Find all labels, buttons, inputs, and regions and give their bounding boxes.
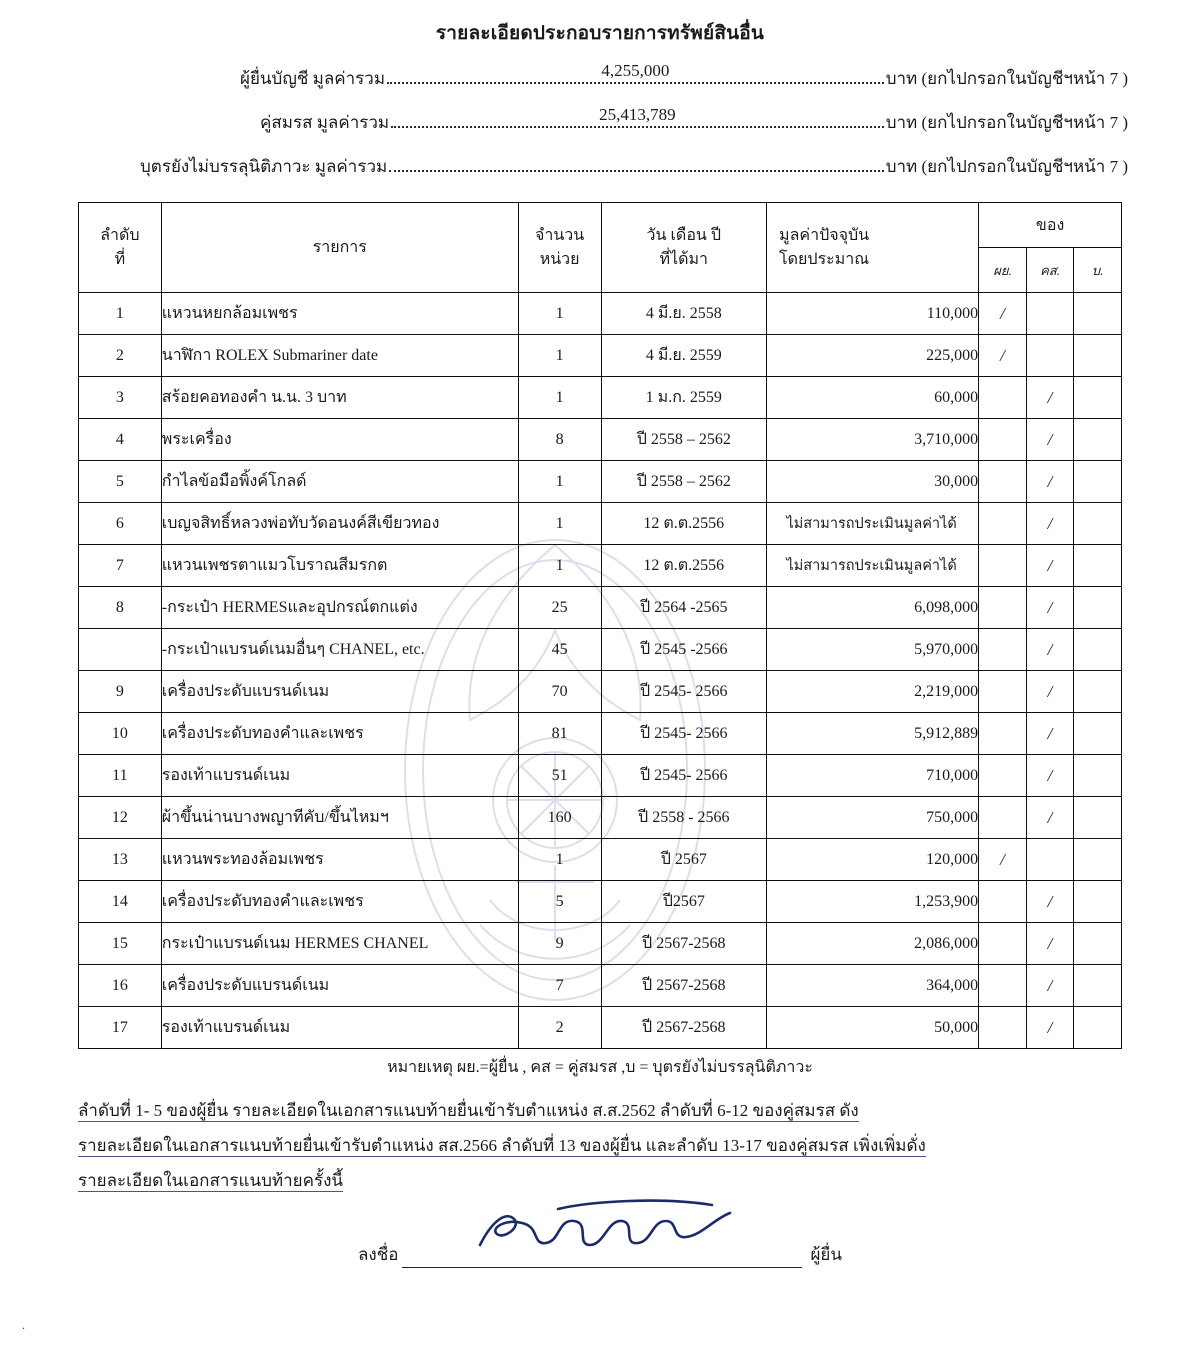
cell-owner-child [1074, 965, 1122, 1007]
cell-date: ปี 2545- 2566 [601, 671, 767, 713]
summary-tail-children: บาท (ยกไปกรอกในบัญชีฯหน้า 7 ) [885, 157, 1128, 176]
cell-owner-spouse: / [1026, 965, 1074, 1007]
cell-value: 710,000 [767, 755, 979, 797]
cell-item: แหวนพระทองล้อมเพชร [161, 839, 518, 881]
header-item: รายการ [161, 203, 518, 293]
cell-qty: 1 [518, 377, 601, 419]
table-row [79, 629, 1122, 671]
header-value-line1: มูลค่าปัจจุบัน [779, 226, 870, 244]
cell-owner-spouse: / [1026, 629, 1074, 671]
note-line-3: รายละเอียดในเอกสารแนบท้ายครั้งนี้ [78, 1170, 344, 1190]
cell-owner-self [979, 881, 1027, 923]
cell-owner-self [979, 923, 1027, 965]
table-row [79, 923, 1122, 965]
cell-no: 13 [79, 839, 162, 881]
cell-no: 7 [79, 545, 162, 587]
cell-owner-self [979, 587, 1027, 629]
cell-value: 6,098,000 [767, 587, 979, 629]
cell-value: 5,970,000 [767, 629, 979, 671]
table-row [79, 839, 1122, 881]
cell-no: 9 [79, 671, 162, 713]
cell-date: ปี2567 [601, 881, 767, 923]
summary-line-children [0, 153, 1200, 180]
cell-owner-child [1074, 293, 1122, 335]
cell-owner-child [1074, 671, 1122, 713]
summary-amount-spouse: 25,413,789 [593, 105, 682, 125]
cell-owner-child [1074, 881, 1122, 923]
cell-value: 225,000 [767, 335, 979, 377]
header-qty [518, 203, 601, 293]
cell-item: เครื่องประดับแบรนด์เนม [161, 671, 518, 713]
cell-owner-spouse: / [1026, 713, 1074, 755]
page-corner-mark: . [22, 1318, 25, 1332]
cell-no: 8 [79, 587, 162, 629]
cell-date: ปี 2567-2568 [601, 923, 767, 965]
header-qty-line2: หน่วย [539, 250, 580, 268]
cell-no: 12 [79, 797, 162, 839]
cell-owner-child [1074, 629, 1122, 671]
cell-value: 2,086,000 [767, 923, 979, 965]
table-row [79, 671, 1122, 713]
table-row [79, 419, 1122, 461]
summary-tail-spouse: บาท (ยกไปกรอกในบัญชีฯหน้า 7 ) [885, 113, 1128, 132]
cell-value: 110,000 [767, 293, 979, 335]
summary-dots-spouse [391, 105, 884, 128]
cell-owner-spouse: / [1026, 1007, 1074, 1049]
header-date-line1: วัน เดือน ปี [646, 226, 722, 244]
summary-dots-filer [387, 61, 884, 84]
cell-no: 2 [79, 335, 162, 377]
cell-date: 12 ต.ต.2556 [601, 503, 767, 545]
cell-owner-spouse [1026, 839, 1074, 881]
cell-item: กระเป๋าแบรนด์เนม HERMES CHANEL [161, 923, 518, 965]
cell-date: ปี 2558 – 2562 [601, 419, 767, 461]
table-row [79, 293, 1122, 335]
cell-qty: 160 [518, 797, 601, 839]
cell-date: 4 มี.ย. 2559 [601, 335, 767, 377]
cell-item: เบญจสิทธิ์หลวงพ่อทับวัดอนงค์สีเขียวทอง [161, 503, 518, 545]
table-row [79, 713, 1122, 755]
summary-line-filer [0, 61, 1200, 92]
summary-label-spouse: คู่สมรส มูลค่ารวม [260, 113, 390, 132]
cell-item: นาฬิกา ROLEX Submariner date [161, 335, 518, 377]
cell-item: สร้อยคอทองคำ น.น. 3 บาท [161, 377, 518, 419]
cell-date: 4 มี.ย. 2558 [601, 293, 767, 335]
cell-owner-child [1074, 713, 1122, 755]
cell-owner-self [979, 797, 1027, 839]
cell-qty: 51 [518, 755, 601, 797]
header-owner-child: บ. [1074, 248, 1122, 293]
cell-date: ปี 2564 -2565 [601, 587, 767, 629]
cell-owner-child [1074, 1007, 1122, 1049]
cell-owner-self [979, 671, 1027, 713]
cell-no: 15 [79, 923, 162, 965]
cell-item: -กระเป๋าแบรนด์เนมอื่นๆ CHANEL, etc. [161, 629, 518, 671]
cell-value: 364,000 [767, 965, 979, 1007]
cell-owner-child [1074, 377, 1122, 419]
cell-value: 750,000 [767, 797, 979, 839]
cell-date: ปี 2545 -2566 [601, 629, 767, 671]
summary-line-spouse [0, 105, 1200, 136]
cell-owner-self [979, 629, 1027, 671]
cell-no: 3 [79, 377, 162, 419]
cell-value: 50,000 [767, 1007, 979, 1049]
table-row [79, 1007, 1122, 1049]
cell-owner-spouse: / [1026, 881, 1074, 923]
cell-owner-child [1074, 923, 1122, 965]
table-row [79, 545, 1122, 587]
cell-qty: 1 [518, 839, 601, 881]
cell-owner-spouse: / [1026, 503, 1074, 545]
cell-owner-child [1074, 839, 1122, 881]
cell-owner-spouse: / [1026, 419, 1074, 461]
cell-owner-spouse: / [1026, 461, 1074, 503]
header-no-line2: ที่ [114, 250, 126, 268]
cell-item: แหวนหยกล้อมเพชร [161, 293, 518, 335]
cell-owner-child [1074, 503, 1122, 545]
cell-no: 17 [79, 1007, 162, 1049]
cell-qty: 1 [518, 545, 601, 587]
cell-no: 4 [79, 419, 162, 461]
cell-value: 5,912,889 [767, 713, 979, 755]
cell-owner-self [979, 965, 1027, 1007]
cell-qty: 81 [518, 713, 601, 755]
table-row [79, 881, 1122, 923]
header-date-line2: ที่ได้มา [659, 250, 709, 268]
cell-qty: 1 [518, 293, 601, 335]
signature-tail: ผู้ยื่น [810, 1244, 842, 1264]
cell-date: 1 ม.ก. 2559 [601, 377, 767, 419]
cell-item: กำไลข้อมือพิ้งค์โกลด์ [161, 461, 518, 503]
cell-owner-spouse: / [1026, 377, 1074, 419]
cell-owner-spouse [1026, 293, 1074, 335]
cell-owner-child [1074, 335, 1122, 377]
cell-value: 30,000 [767, 461, 979, 503]
cell-owner-self: / [979, 293, 1027, 335]
cell-owner-self [979, 503, 1027, 545]
cell-value: ไม่สามารถประเมินมูลค่าได้ [767, 503, 979, 545]
cell-qty: 25 [518, 587, 601, 629]
signature-label: ลงชื่อ [357, 1244, 399, 1264]
cell-owner-child [1074, 797, 1122, 839]
cell-date: ปี 2567-2568 [601, 1007, 767, 1049]
cell-owner-child [1074, 755, 1122, 797]
assets-table-wrapper [78, 202, 1122, 1049]
cell-date: ปี 2545- 2566 [601, 713, 767, 755]
table-row [79, 587, 1122, 629]
cell-value: 120,000 [767, 839, 979, 881]
cell-qty: 2 [518, 1007, 601, 1049]
cell-owner-child [1074, 587, 1122, 629]
cell-qty: 1 [518, 503, 601, 545]
table-row [79, 461, 1122, 503]
cell-owner-self [979, 1007, 1027, 1049]
summary-dots-children [389, 157, 883, 172]
note-line-2: รายละเอียดในเอกสารแนบท้ายยื่นเข้ารับตำแหน่ง สส.2566 ลำดับที่ 13 ของผู้ยื่น และลำดับ 13-17 ของคู่สมรส เพิ่งเพิ่มดั่ง [78, 1135, 926, 1155]
cell-owner-spouse: / [1026, 797, 1074, 839]
cell-value: 2,219,000 [767, 671, 979, 713]
header-qty-line1: จำนวน [535, 226, 585, 244]
cell-qty: 7 [518, 965, 601, 1007]
cell-qty: 45 [518, 629, 601, 671]
summary-label-filer: ผู้ยื่นบัญชี มูลค่ารวม [240, 69, 386, 88]
cell-qty: 70 [518, 671, 601, 713]
header-date [601, 203, 767, 293]
header-no-line1: ลำดับ [100, 226, 140, 244]
handwritten-signature-icon [462, 1193, 762, 1263]
cell-date: ปี 2558 - 2566 [601, 797, 767, 839]
table-header-row [79, 203, 1122, 248]
summary-label-children: บุตรยังไม่บรรลุนิติภาวะ มูลค่ารวม [140, 157, 388, 176]
assets-table [78, 202, 1122, 1049]
cell-no: 6 [79, 503, 162, 545]
cell-item: แหวนเพชรตาแมวโบราณสีมรกต [161, 545, 518, 587]
cell-item: ผ้าขึ้นน่านบางพญาทีคับ/ขึ้นไหมฯ [161, 797, 518, 839]
summary-amount-filer: 4,255,000 [595, 61, 675, 81]
note-line-1: ลำดับที่ 1- 5 ของผู้ยื่น รายละเอียดในเอกสารแนบท้ายยื่นเข้ารับตำแหน่ง ส.ส.2562 ลำดับที่ 6-12 ของคู่สมรส ดัง [78, 1101, 859, 1120]
cell-owner-spouse [1026, 335, 1074, 377]
cell-owner-self [979, 545, 1027, 587]
cell-no [79, 629, 162, 671]
cell-date: ปี 2545- 2566 [601, 755, 767, 797]
cell-value: 1,253,900 [767, 881, 979, 923]
cell-owner-spouse: / [1026, 587, 1074, 629]
cell-owner-spouse: / [1026, 671, 1074, 713]
cell-item: รองเท้าแบรนด์เนม [161, 755, 518, 797]
signature-row [78, 1241, 1122, 1268]
cell-owner-self [979, 377, 1027, 419]
cell-owner-spouse: / [1026, 755, 1074, 797]
cell-item: -กระเป๋า HERMESและอุปกรณ์ตกแต่ง [161, 587, 518, 629]
cell-qty: 1 [518, 335, 601, 377]
cell-date: 12 ต.ต.2556 [601, 545, 767, 587]
cell-item: เครื่องประดับทองคำและเพชร [161, 713, 518, 755]
notes-block [78, 1094, 1122, 1199]
cell-no: 1 [79, 293, 162, 335]
cell-owner-spouse: / [1026, 923, 1074, 965]
cell-qty: 8 [518, 419, 601, 461]
cell-item: เครื่องประดับแบรนด์เนม [161, 965, 518, 1007]
table-row [79, 755, 1122, 797]
cell-owner-child [1074, 545, 1122, 587]
header-value-line2: โดยประมาณ [779, 250, 870, 268]
cell-no: 11 [79, 755, 162, 797]
header-no [79, 203, 162, 293]
table-remark: หมายเหตุ ผย.=ผู้ยื่น , คส = คู่สมรส ,บ = บุตรยังไม่บรรลุนิติภาวะ [387, 1059, 813, 1076]
table-row [79, 797, 1122, 839]
header-owner-spouse: คส. [1026, 248, 1074, 293]
cell-qty: 1 [518, 461, 601, 503]
cell-date: ปี 2567-2568 [601, 965, 767, 1007]
cell-no: 14 [79, 881, 162, 923]
cell-value: ไม่สามารถประเมินมูลค่าได้ [767, 545, 979, 587]
cell-value: 60,000 [767, 377, 979, 419]
table-row [79, 965, 1122, 1007]
summary-tail-filer: บาท (ยกไปกรอกในบัญชีฯหน้า 7 ) [885, 69, 1128, 88]
cell-qty: 5 [518, 881, 601, 923]
cell-owner-child [1074, 419, 1122, 461]
cell-owner-self [979, 755, 1027, 797]
cell-no: 5 [79, 461, 162, 503]
cell-value: 3,710,000 [767, 419, 979, 461]
header-owner: ของ [979, 203, 1122, 248]
cell-item: รองเท้าแบรนด์เนม [161, 1007, 518, 1049]
table-row [79, 335, 1122, 377]
cell-no: 10 [79, 713, 162, 755]
cell-item: เครื่องประดับทองคำและเพชร [161, 881, 518, 923]
signature-line [402, 1249, 802, 1268]
cell-owner-self [979, 461, 1027, 503]
header-owner-self: ผย. [979, 248, 1027, 293]
cell-date: ปี 2567 [601, 839, 767, 881]
cell-item: พระเครื่อง [161, 419, 518, 461]
assets-table-body [79, 293, 1122, 1049]
page-title: รายละเอียดประกอบรายการทรัพย์สินอื่น [435, 23, 765, 44]
table-row [79, 503, 1122, 545]
table-row [79, 377, 1122, 419]
cell-owner-self: / [979, 335, 1027, 377]
cell-no: 16 [79, 965, 162, 1007]
header-value [767, 203, 979, 293]
cell-owner-child [1074, 461, 1122, 503]
cell-qty: 9 [518, 923, 601, 965]
cell-owner-self [979, 713, 1027, 755]
cell-owner-self: / [979, 839, 1027, 881]
cell-date: ปี 2558 – 2562 [601, 461, 767, 503]
cell-owner-spouse: / [1026, 545, 1074, 587]
cell-owner-self [979, 419, 1027, 461]
